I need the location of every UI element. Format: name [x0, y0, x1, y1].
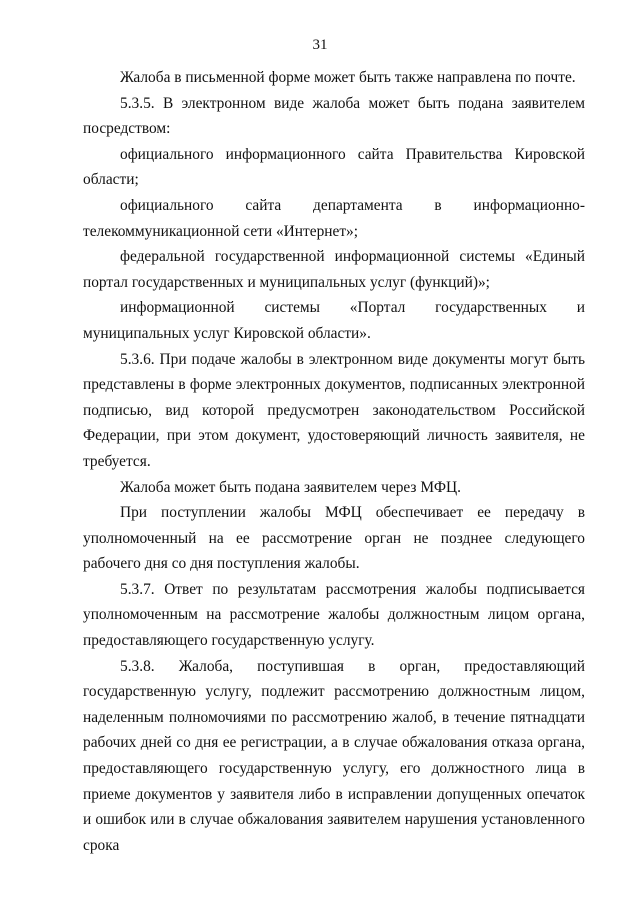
paragraph-federal-portal: федеральной государственной информационной системы «Единый портал государственных и муниципальных услуг (функций)»; — [83, 248, 585, 291]
paragraph-5-3-8: 5.3.8. Жалоба, поступившая в орган, предоставляющий государственную услугу, подлежит рассмотрению должностным лицом, наделенным полномочиями по рассмотрению жалоб, в течение пятнадцати рабочих дней со дня ее регистрации, а в случае обжалования отказа органа, предоставляющего государственную услугу, его должностного лица в приеме документов у заявителя либо в исправлении допущенных опечаток и ошибок или в случае обжалования заявителем нарушения установленного срока — [83, 657, 585, 854]
paragraph-mfc-transfer: При поступлении жалобы МФЦ обеспечивает ее передачу в уполномоченный на ее рассмотрение орган не позднее следующего рабочего дня со дня поступления жалобы. — [83, 504, 585, 573]
paragraph-mail-submission: Жалоба в письменной форме может быть также направлена по почте. — [120, 69, 576, 86]
paragraph-5-3-7: 5.3.7. Ответ по результатам рассмотрения жалобы подписывается уполномоченным на рассмотрение жалобы должностным лицом органа, предоставляющего государственную услугу. — [83, 580, 585, 650]
paragraph-mfc-submission: Жалоба может быть подана заявителем через МФЦ. — [120, 478, 461, 496]
paragraph-regional-portal: информационной системы «Портал государственных и муниципальных услуг Кировской области». — [83, 299, 585, 342]
paragraph-department-site: официального сайта департамента в информационно-телекоммуникационной сети «Интернет»; — [83, 196, 585, 240]
paragraph-official-site-government: официального информационного сайта Правительства Кировской области; — [83, 145, 585, 189]
page-number: 31 — [312, 37, 328, 53]
paragraph-5-3-5: 5.3.5. В электронном виде жалоба может быть подана заявителем посредством: — [83, 94, 585, 138]
document-body — [83, 65, 585, 858]
paragraph-5-3-6: 5.3.6. При подаче жалобы в электронном виде документы могут быть представлены в форме электронных документов, подписанных электронной подписью, вид которой предусмотрен законодательством Российской Федерации, при этом документ, удостоверяющий личность заявителя, не требуется. — [83, 350, 585, 470]
